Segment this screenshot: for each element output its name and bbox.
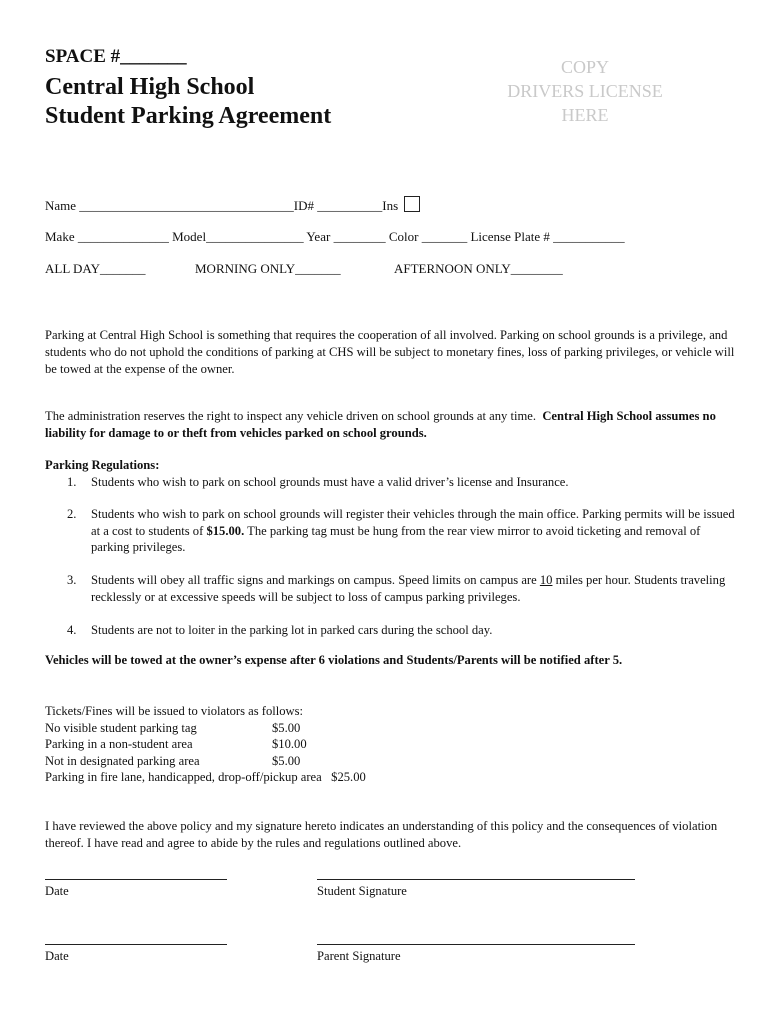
- morning-only-field[interactable]: _______: [295, 261, 341, 276]
- student-date-line[interactable]: [45, 879, 227, 880]
- morning-only-label: MORNING ONLY: [195, 261, 296, 276]
- color-field[interactable]: _______: [421, 229, 468, 244]
- all-day-option: [45, 261, 146, 277]
- student-signature-label: Student Signature: [317, 884, 407, 898]
- fines-list: [45, 703, 366, 786]
- regulation-text-part: Students who wish to park on school grounds will register their vehicles through the main office. Parking permits will be issued at a cost to students of: [91, 507, 735, 538]
- afternoon-only-option: [394, 261, 563, 277]
- model-field[interactable]: _______________: [206, 229, 304, 244]
- regulation-item-4: [45, 622, 735, 639]
- regulation-item-3: [45, 572, 735, 605]
- admin-paragraph: [45, 408, 735, 442]
- regulation-text-part: miles per hour. Students traveling recklessly or at excessive speeds will be subject to loss of campus parking privileges.: [91, 573, 726, 604]
- regulation-number: 4.: [67, 623, 77, 637]
- year-field[interactable]: ________: [333, 229, 386, 244]
- permit-price: $15.00.: [206, 523, 245, 538]
- regulation-text: [91, 572, 735, 605]
- color-label: Color: [388, 229, 419, 244]
- school-name: Central High School: [45, 74, 255, 100]
- plate-field[interactable]: ___________: [553, 229, 625, 244]
- regulation-item-1: [45, 474, 735, 491]
- fine-amount: $5.00: [272, 720, 301, 735]
- make-label: Make: [45, 229, 75, 244]
- acknowledgement-paragraph: I have reviewed the above policy and my signature hereto indicates an understanding of this policy and the consequences of violation thereof. I have read and agree to abide by the rules and regulations outlined above.: [45, 819, 718, 850]
- make-field[interactable]: ______________: [77, 229, 169, 244]
- afternoon-only-field[interactable]: ________: [510, 261, 563, 276]
- parent-date-line[interactable]: [45, 944, 227, 945]
- regulation-number: 2.: [67, 507, 77, 521]
- regulation-text: Students who wish to park on school grounds must have a valid driver’s license and Insurance.: [91, 475, 569, 489]
- fine-item: [45, 753, 366, 770]
- speed-limit: 10: [539, 573, 553, 587]
- plate-label: License Plate #: [470, 229, 550, 244]
- towing-warning: Vehicles will be towed at the owner’s expense after 6 violations and Students/Parents will be notified after 5.: [45, 653, 623, 667]
- regulation-item-2: [45, 506, 735, 556]
- space-number-label: SPACE #_______: [45, 46, 187, 67]
- regulation-text-part: The parking tag must be hung from the rear view mirror to avoid ticketing and removal of parking privileges.: [91, 523, 701, 554]
- insurance-checkbox[interactable]: [404, 196, 420, 212]
- fine-item: [45, 720, 366, 737]
- fines-intro: Tickets/Fines will be issued to violators as follows:: [45, 704, 304, 718]
- parent-date-label: Date: [45, 949, 69, 963]
- regulation-number: 3.: [67, 573, 77, 587]
- id-field[interactable]: __________: [317, 198, 383, 213]
- regulation-text-part: Students will obey all traffic signs and markings on campus. Speed limits on campus are: [91, 573, 540, 587]
- fine-item-fire-lane: Parking in fire lane, handicapped, drop-off/pickup area $25.00: [45, 770, 366, 784]
- regulation-text: [91, 506, 735, 556]
- all-day-field[interactable]: _______: [100, 261, 146, 276]
- all-day-label: ALL DAY: [45, 261, 101, 276]
- name-field[interactable]: _________________________________: [79, 198, 294, 213]
- name-label: Name: [45, 198, 77, 213]
- fine-label: No visible student parking tag: [45, 720, 197, 735]
- fine-item: [45, 736, 366, 753]
- student-signature-line[interactable]: [317, 879, 635, 880]
- parent-signature-line[interactable]: [317, 944, 635, 945]
- liability-disclaimer: Central High School assumes no liability for damage to or theft from vehicles parked on school grounds.: [45, 409, 716, 440]
- ins-label: Ins: [382, 198, 399, 213]
- regulations-heading: Parking Regulations:: [45, 458, 160, 472]
- regulation-number: 1.: [67, 475, 77, 489]
- admin-paragraph-text: The administration reserves the right to inspect any vehicle driven on school grounds at any time.: [45, 409, 537, 423]
- copy-license-placeholder: COPY DRIVERS LICENSE HERE: [507, 57, 663, 125]
- name-row: [45, 196, 420, 214]
- fine-amount: $5.00: [272, 753, 301, 768]
- document-title: Student Parking Agreement: [45, 103, 332, 129]
- student-date-label: Date: [45, 884, 69, 898]
- year-label: Year: [306, 229, 331, 244]
- vehicle-row: [45, 229, 625, 245]
- fine-amount: $10.00: [272, 737, 307, 751]
- fine-label: Parking in a non-student area: [45, 737, 193, 751]
- model-label: Model: [172, 229, 207, 244]
- morning-only-option: [195, 261, 341, 277]
- regulation-text: Students are not to loiter in the parking lot in parked cars during the school day.: [91, 623, 493, 637]
- parent-signature-label: Parent Signature: [317, 949, 401, 963]
- fine-label: Not in designated parking area: [45, 753, 200, 768]
- id-label: ID#: [293, 198, 315, 213]
- afternoon-only-label: AFTERNOON ONLY: [394, 261, 511, 276]
- intro-paragraph: Parking at Central High School is something that requires the cooperation of all involved. Parking on school grounds is a privilege, and students who do not uphold the conditions of parking at CHS will be subject to monetary fines, loss of parking privileges, or vehicle will be towed at the expense of the owner.: [45, 328, 735, 376]
